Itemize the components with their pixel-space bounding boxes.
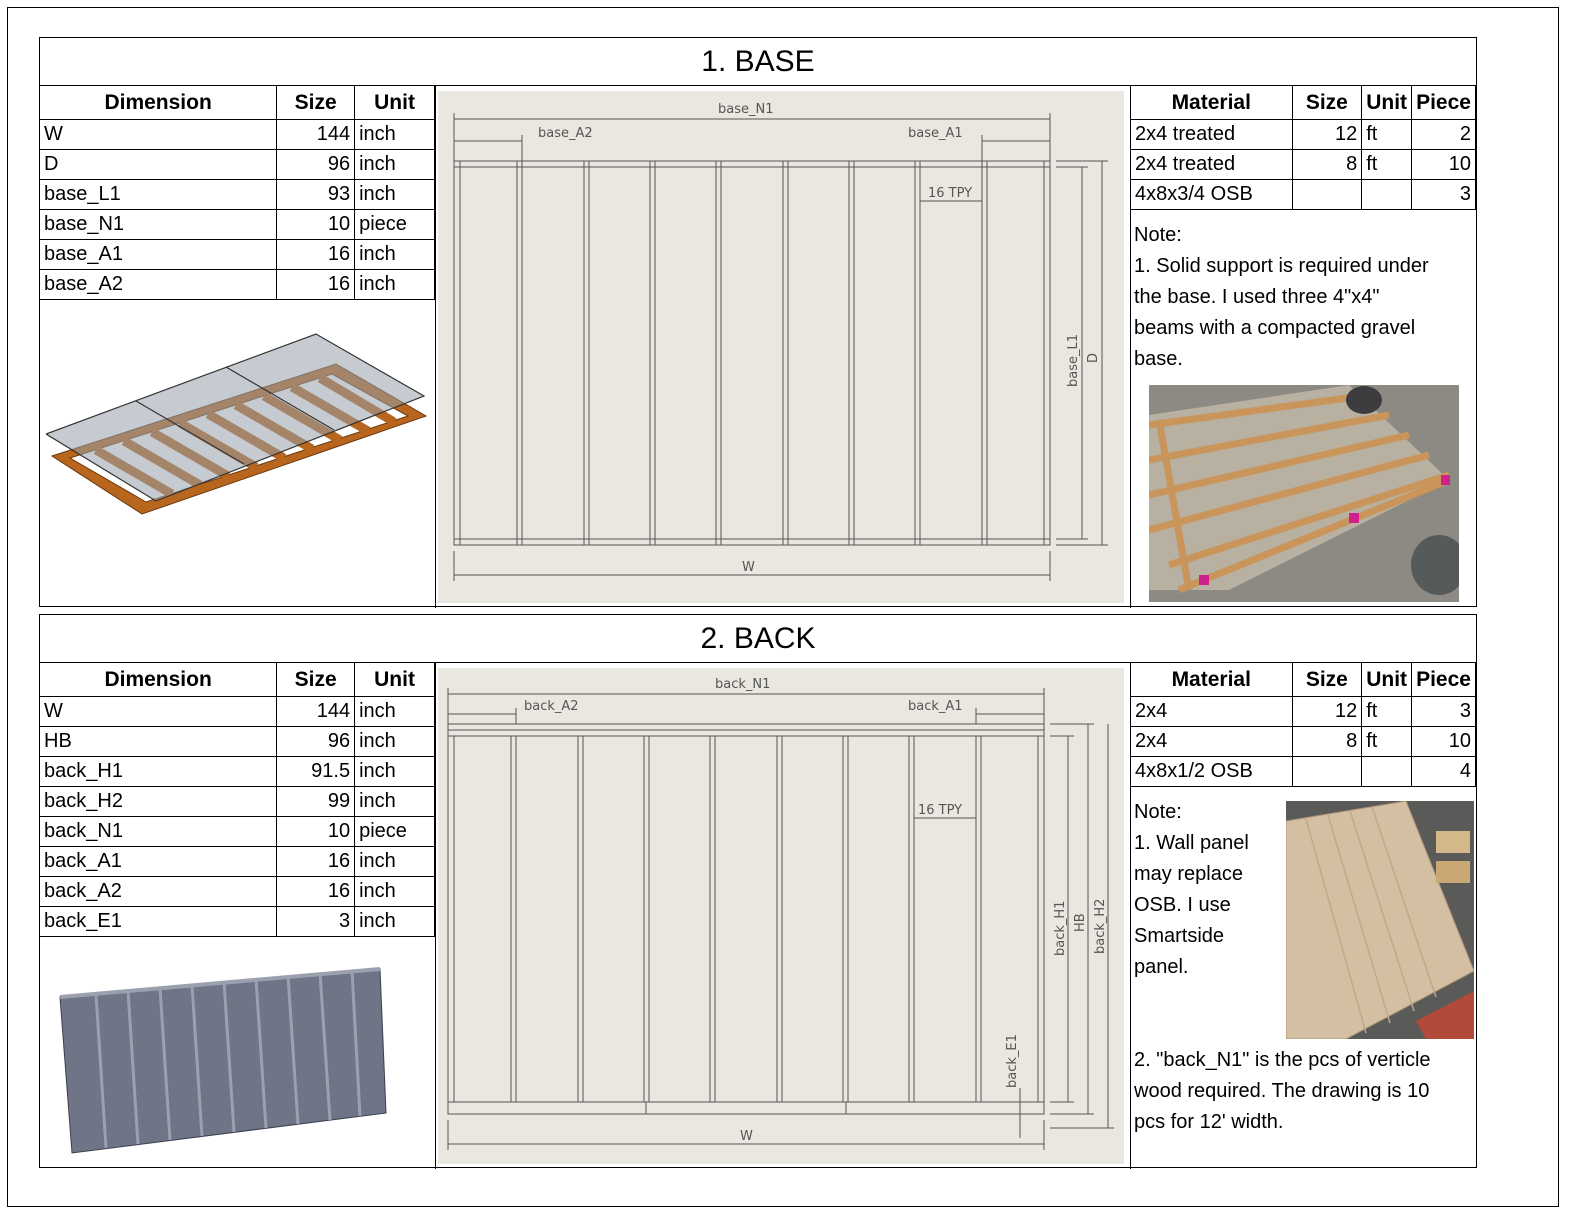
material-size	[1292, 757, 1362, 787]
base-material-table	[1130, 85, 1476, 210]
dim-name: back_E1	[40, 907, 277, 937]
base-photo	[1149, 385, 1459, 602]
dimension-header: Dimension	[40, 663, 277, 697]
table-header-row	[1131, 663, 1476, 697]
note-line: the base. I used three 4"x4"	[1134, 286, 1380, 308]
back-h1-label: back_H1	[1053, 900, 1068, 956]
table-row	[1131, 150, 1476, 180]
table-row	[40, 697, 435, 727]
table-row	[40, 120, 435, 150]
base-a2-label: base_A2	[538, 126, 593, 141]
table-row	[40, 180, 435, 210]
material-piece: 10	[1412, 150, 1476, 180]
dim-name: back_H2	[40, 787, 277, 817]
material-header: Material	[1131, 663, 1293, 697]
dim-unit: piece	[355, 210, 435, 240]
dim-name: W	[40, 697, 277, 727]
dim-size: 16	[277, 847, 355, 877]
dim-unit: inch	[355, 120, 435, 150]
table-row	[1131, 120, 1476, 150]
table-header-row	[1131, 86, 1476, 120]
note-title: Note:	[1134, 224, 1182, 246]
material-piece: 3	[1412, 697, 1476, 727]
dim-size: 99	[277, 787, 355, 817]
material-size: 8	[1292, 727, 1362, 757]
material-unit: ft	[1362, 697, 1412, 727]
base-tpy-label: 16 TPY	[928, 186, 973, 201]
material-size	[1292, 180, 1362, 210]
table-row	[40, 210, 435, 240]
note-line: beams with a compacted gravel	[1134, 317, 1416, 339]
column-divider	[435, 663, 436, 1169]
dim-name: W	[40, 120, 277, 150]
material-name: 2x4 treated	[1131, 120, 1293, 150]
table-row	[40, 907, 435, 937]
back-note-2	[1134, 1045, 1474, 1138]
dim-size: 10	[277, 817, 355, 847]
note-line: 1. Wall panel	[1134, 832, 1249, 854]
dim-name: back_H1	[40, 757, 277, 787]
material-name: 4x8x1/2 OSB	[1131, 757, 1293, 787]
dim-unit: inch	[355, 697, 435, 727]
dim-unit: inch	[355, 877, 435, 907]
material-piece: 3	[1412, 180, 1476, 210]
back-3d-render	[46, 963, 400, 1163]
back-title: 2. BACK	[40, 615, 1476, 663]
table-row	[1131, 727, 1476, 757]
material-name: 2x4	[1131, 697, 1293, 727]
back-n1-label: back_N1	[715, 677, 771, 692]
dim-name: base_N1	[40, 210, 277, 240]
table-row	[1131, 757, 1476, 787]
dim-unit: inch	[355, 180, 435, 210]
table-row	[40, 877, 435, 907]
material-name: 2x4	[1131, 727, 1293, 757]
note-line: OSB. I use	[1134, 894, 1231, 916]
note-line: Smartside	[1134, 925, 1225, 947]
dim-unit: inch	[355, 847, 435, 877]
table-row	[1131, 180, 1476, 210]
back-a2-label: back_A2	[524, 699, 579, 714]
unit-header: Unit	[1362, 86, 1412, 120]
material-piece: 2	[1412, 120, 1476, 150]
base-d-label: D	[1086, 352, 1101, 363]
material-unit: ft	[1362, 120, 1412, 150]
dim-name: base_A1	[40, 240, 277, 270]
table-row	[40, 150, 435, 180]
material-unit	[1362, 180, 1412, 210]
back-h2-label: back_H2	[1093, 898, 1108, 954]
dimension-header: Dimension	[40, 86, 277, 120]
material-size: 12	[1292, 120, 1362, 150]
back-framing-drawing	[438, 668, 1124, 1164]
size-header: Size	[1292, 663, 1362, 697]
dim-name: back_N1	[40, 817, 277, 847]
piece-header: Piece	[1412, 663, 1476, 697]
material-piece: 10	[1412, 727, 1476, 757]
dim-name: HB	[40, 727, 277, 757]
base-section	[39, 37, 1477, 607]
back-a1-label: back_A1	[908, 699, 963, 714]
table-row	[40, 270, 435, 300]
dim-unit: inch	[355, 757, 435, 787]
dim-name: back_A1	[40, 847, 277, 877]
unit-header: Unit	[355, 663, 435, 697]
base-l1-label: base_L1	[1066, 333, 1081, 387]
dim-size: 144	[277, 120, 355, 150]
unit-header: Unit	[1362, 663, 1412, 697]
column-divider	[435, 86, 436, 608]
back-hb-label: HB	[1073, 913, 1088, 932]
table-row	[40, 240, 435, 270]
material-unit: ft	[1362, 727, 1412, 757]
base-framing-drawing	[438, 91, 1124, 603]
material-header: Material	[1131, 86, 1293, 120]
note-line: pcs for 12' width.	[1134, 1111, 1284, 1133]
size-header: Size	[277, 663, 355, 697]
note-line: wood required. The drawing is 10	[1134, 1080, 1430, 1102]
piece-header: Piece	[1412, 86, 1476, 120]
note-title: Note:	[1134, 801, 1182, 823]
dim-unit: inch	[355, 150, 435, 180]
material-piece: 4	[1412, 757, 1476, 787]
back-note-1	[1134, 797, 1284, 983]
size-header: Size	[277, 86, 355, 120]
dim-unit: inch	[355, 727, 435, 757]
base-w-label: W	[742, 560, 755, 575]
dim-unit: inch	[355, 907, 435, 937]
material-unit: ft	[1362, 150, 1412, 180]
unit-header: Unit	[355, 86, 435, 120]
size-header: Size	[1292, 86, 1362, 120]
dim-size: 10	[277, 210, 355, 240]
material-size: 12	[1292, 697, 1362, 727]
dim-size: 16	[277, 270, 355, 300]
base-note	[1134, 220, 1474, 375]
note-line: 2. "back_N1" is the pcs of verticle	[1134, 1049, 1431, 1071]
table-row	[40, 847, 435, 877]
dim-unit: inch	[355, 270, 435, 300]
dim-size: 16	[277, 240, 355, 270]
note-line: 1. Solid support is required under	[1134, 255, 1429, 277]
base-title: 1. BASE	[40, 38, 1476, 86]
back-e1-label: back_E1	[1005, 1034, 1020, 1088]
note-line: panel.	[1134, 956, 1189, 978]
back-dimension-table	[39, 662, 435, 937]
note-line: base.	[1134, 348, 1183, 370]
material-name: 2x4 treated	[1131, 150, 1293, 180]
base-3d-render	[46, 316, 430, 546]
table-row	[40, 757, 435, 787]
back-section	[39, 614, 1477, 1168]
dim-name: base_A2	[40, 270, 277, 300]
base-n1-label: base_N1	[718, 102, 774, 117]
table-header-row	[40, 86, 435, 120]
dim-size: 16	[277, 877, 355, 907]
dim-name: base_L1	[40, 180, 277, 210]
dim-unit: piece	[355, 817, 435, 847]
table-header-row	[40, 663, 435, 697]
material-size: 8	[1292, 150, 1362, 180]
dim-size: 96	[277, 727, 355, 757]
note-line: may replace	[1134, 863, 1243, 885]
dim-unit: inch	[355, 787, 435, 817]
dim-size: 3	[277, 907, 355, 937]
back-panel-photo	[1286, 801, 1474, 1039]
dim-unit: inch	[355, 240, 435, 270]
table-row	[40, 727, 435, 757]
dim-size: 144	[277, 697, 355, 727]
dim-name: back_A2	[40, 877, 277, 907]
back-w-label: W	[740, 1129, 753, 1144]
dim-size: 96	[277, 150, 355, 180]
material-name: 4x8x3/4 OSB	[1131, 180, 1293, 210]
dim-name: D	[40, 150, 277, 180]
table-row	[40, 787, 435, 817]
base-a1-label: base_A1	[908, 126, 963, 141]
back-material-table	[1130, 662, 1476, 787]
table-row	[1131, 697, 1476, 727]
table-row	[40, 817, 435, 847]
base-dimension-table	[39, 85, 435, 300]
dim-size: 91.5	[277, 757, 355, 787]
back-tpy-label: 16 TPY	[918, 803, 963, 818]
material-unit	[1362, 757, 1412, 787]
dim-size: 93	[277, 180, 355, 210]
